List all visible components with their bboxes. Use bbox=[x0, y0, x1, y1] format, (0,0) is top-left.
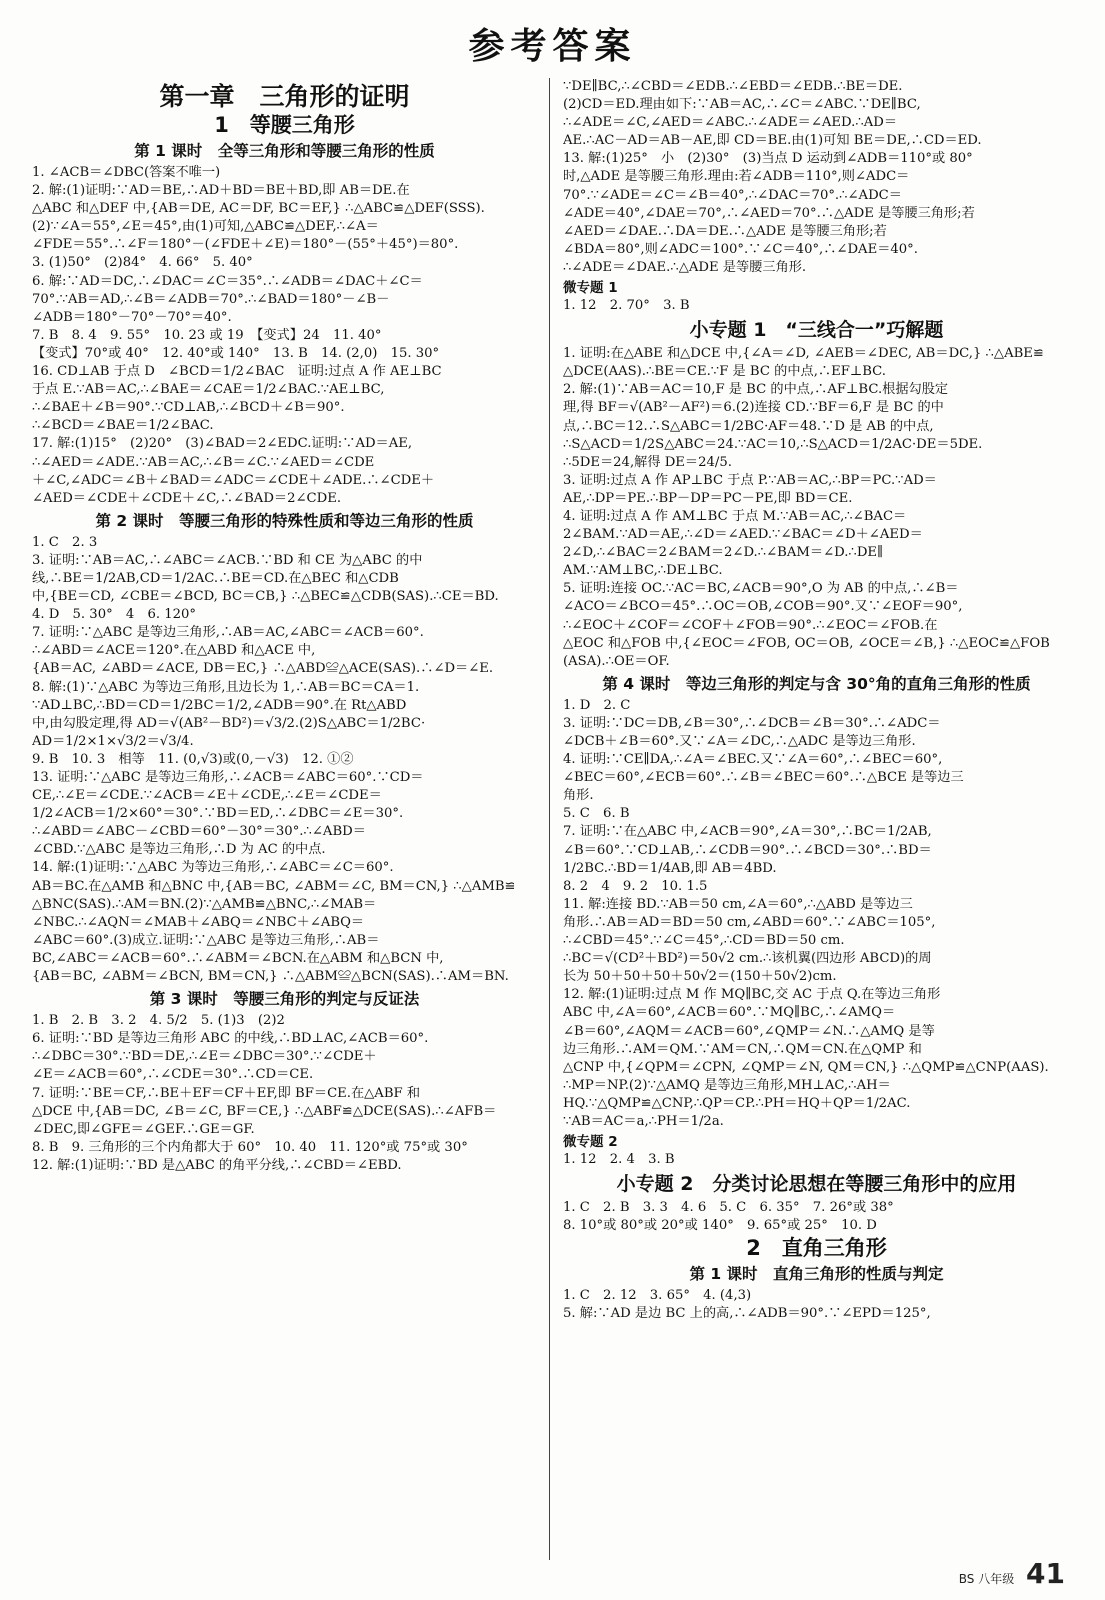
answer-line: 点,∴BC＝12.∴S△ABC＝1/2BC·AF＝48.∵D 是 AB 的中点, bbox=[563, 418, 934, 434]
answer-line: 6. 证明:∵BD 是等边三角形 ABC 的中线,∴BD⊥AC,∠ACB＝60°. bbox=[32, 1031, 429, 1047]
answer-line: 1. 12 2. 70° 3. B bbox=[563, 298, 690, 314]
answer-line: ∠CBD.∵△ABC 是等边三角形,∴D 为 AC 的中点. bbox=[32, 842, 326, 858]
answer-line: ∠B＝60°,∠AQM＝∠ACB＝60°,∠QMP＝∠N.∴△AMQ 是等 bbox=[563, 1023, 935, 1039]
answer-line: 16. CD⊥AB 于点 D ∠BCD＝1/2∠BAC 证明:过点 A 作 AE⊥BC bbox=[32, 364, 442, 380]
answer-line: ∵AB＝AC＝a,∴PH＝1/2a. bbox=[563, 1113, 724, 1129]
answer-line: 5. C 6. B bbox=[563, 806, 630, 822]
answer-line: {AB＝AC, ∠ABD＝∠ACE, DB＝EC,} ∴△ABD≌△ACE(SAS).∴∠D＝∠E. bbox=[32, 661, 494, 677]
answer-line: 11. 解:连接 BD.∵AB＝50 cm,∠A＝60°,∴△ABD 是等边三 bbox=[563, 896, 913, 912]
answer-line: 【变式】70°或 40° 12. 40°或 140° 13. B 14. (2,0) 15. 30° bbox=[32, 345, 440, 361]
answer-line: 2. 解:(1)证明:∵AD＝BE,∴AD＋BD＝BE＋BD,即 AB＝DE.在 bbox=[32, 183, 410, 199]
answer-line: CE,∴∠E＝∠CDE.∵∠ACB＝∠E＋∠CDE,∴∠E＝∠CDE＝ bbox=[32, 788, 382, 804]
answer-line: ∠ABC＝60°.(3)成立.证明:∵△ABC 是等边三角形,∴AB＝ bbox=[32, 932, 380, 948]
answer-line: ∠BEC＝60°,∠ECB＝60°.∴∠B＝∠BEC＝60°.∴△BCE 是等边三 bbox=[563, 770, 964, 786]
answer-line: 4. D 5. 30° 4 6. 120° bbox=[32, 607, 196, 623]
answer-line: 8. 解:(1)∵△ABC 为等边三角形,且边长为 1,∴AB＝BC＝CA＝1. bbox=[32, 679, 420, 695]
page-number: 41 bbox=[1026, 1557, 1065, 1590]
answer-line: ABC 中,∠A＝60°,∠ACB＝60°.∵MQ∥BC,∴∠AMQ＝ bbox=[563, 1005, 896, 1021]
answer-line: ∠AED＝∠DAE.∴DA＝DE.∴△ADE 是等腰三角形;若 bbox=[563, 223, 887, 239]
answer-line: 4. 证明:过点 A 作 AM⊥BC 于点 M.∵AB＝AC,∴∠BAC＝ bbox=[563, 508, 907, 524]
answer-line: 3. 证明:∵AB＝AC,∴∠ABC＝∠ACB.∵BD 和 CE 为△ABC 的中 bbox=[32, 552, 423, 568]
lesson-heading: 第 1 课时 直角三角形的性质与判定 bbox=[689, 1265, 944, 1284]
answer-line: △ABC 和△DEF 中,{AB＝DE, AC＝DF, BC＝EF,} ∴△ABC≌△DEF(SSS). bbox=[32, 201, 485, 217]
lesson-heading: 第 2 课时 等腰三角形的特殊性质和等边三角形的性质 bbox=[95, 511, 474, 530]
answer-line: 7. 证明:∵在△ABC 中,∠ACB＝90°,∠A＝30°,∴BC＝1/2AB, bbox=[563, 824, 932, 840]
column-divider bbox=[549, 78, 550, 1560]
answer-line: ∴∠DBC＝30°.∵BD＝DE,∴∠E＝∠DBC＝30°.∵∠CDE＋ bbox=[32, 1049, 377, 1065]
answer-line: 7. 证明:∵BE＝CF,∴BE＋EF＝CF＋EF,即 BF＝CE.在△ABF 和 bbox=[32, 1085, 421, 1101]
micro-topic-heading: 微专题 2 bbox=[563, 1134, 618, 1151]
answer-line: ∠NBC.∴∠AQN＝∠MAB＋∠ABQ＝∠NBC＋∠ABQ＝ bbox=[32, 914, 365, 930]
answer-line: 1. B 2. B 3. 2 4. 5/2 5. (1)3 (2)2 bbox=[32, 1013, 285, 1029]
answer-line: {AB＝BC, ∠ABM＝∠BCN, BM＝CN,} ∴△ABM≌△BCN(SAS).∴AM＝BN. bbox=[32, 969, 509, 985]
topic-heading: 小专题 2 分类讨论思想在等腰三角形中的应用 bbox=[616, 1173, 1017, 1196]
answer-line: 1. C 2. B 3. 3 4. 6 5. C 6. 35° 7. 26°或 38° bbox=[563, 1200, 894, 1216]
topic-heading: 小专题 1 “三线合一”巧解题 bbox=[689, 319, 944, 342]
answer-line: 1/2BC.∴BD＝1/4AB,即 AB＝4BD. bbox=[563, 860, 777, 876]
answer-line: 1. C 2. 12 3. 65° 4. (4,3) bbox=[563, 1288, 752, 1304]
answer-line: ∠ACO＝∠BCO＝45°.∴OC＝OB,∠COB＝90°.又∵∠EOF＝90°, bbox=[563, 599, 963, 615]
lesson-heading: 第 3 课时 等腰三角形的判定与反证法 bbox=[149, 990, 420, 1009]
page-title: 参考答案 bbox=[468, 26, 637, 67]
answer-line: (2)CD＝ED.理由如下:∵AB＝AC,∴∠C＝∠ABC.∵DE∥BC, bbox=[563, 97, 921, 113]
answer-line: (2)∵∠A＝55°,∠E＝45°,由(1)可知,△ABC≌△DEF,∴∠A＝ bbox=[32, 219, 379, 235]
answer-line: 12. 解:(1)证明:过点 M 作 MQ∥BC,交 AC 于点 Q.在等边三角形 bbox=[563, 987, 941, 1003]
answer-line: 13. 证明:∵△ABC 是等边三角形,∴∠ACB＝∠ABC＝60°.∵CD＝ bbox=[32, 770, 424, 785]
answer-line: 3. 证明:过点 A 作 AP⊥BC 于点 P.∵AB＝AC,∴BP＝PC.∵AD＝ bbox=[563, 472, 937, 488]
answer-line: ∠E＝∠ACB＝60°,∴∠CDE＝30°.∴CD＝CE. bbox=[32, 1067, 314, 1083]
answer-line: 8. 2 4 9. 2 10. 1.5 bbox=[563, 878, 708, 894]
section-heading: 2 直角三角形 bbox=[746, 1236, 887, 1261]
answer-line: 7. 证明:∵△ABC 是等边三角形,∴AB＝AC,∠ABC＝∠ACB＝60°. bbox=[32, 625, 424, 641]
footer-code: BS 八年级 bbox=[958, 1572, 1015, 1586]
answer-line: 5. 解:∵AD 是边 BC 上的高,∴∠ADB＝90°.∵∠EPD＝125°, bbox=[563, 1306, 931, 1322]
answer-line: 3. (1)50° (2)84° 4. 66° 5. 40° bbox=[32, 255, 253, 271]
answer-line: ∵DE∥BC,∴∠CBD＝∠EDB.∴∠EBD＝∠EDB.∴BE＝DE. bbox=[563, 79, 903, 94]
answer-line: ∴∠BAE＋∠B＝90°.∵CD⊥AB,∴∠BCD＋∠B＝90°. bbox=[32, 400, 345, 416]
answer-line: 70°.∵AB＝AD,∴∠B＝∠ADB＝70°.∴∠BAD＝180°－∠B－ bbox=[32, 291, 390, 307]
answer-line: ∴∠CBD＝45°.∵∠C＝45°,∴CD＝BD＝50 cm. bbox=[563, 933, 845, 949]
answer-line: 1. 12 2. 4 3. B bbox=[563, 1152, 675, 1168]
answer-line: 中,由勾股定理,得 AD＝√(AB²－BD²)＝√3/2.(2)S△ABC＝1/2BC· bbox=[32, 715, 426, 731]
answer-line: ∴∠BCD＝∠BAE＝1/2∠BAC. bbox=[32, 418, 214, 434]
answer-line: ∴BC＝√(CD²＋BD²)＝50√2 cm.∴该机翼(四边形 ABCD)的周 bbox=[563, 951, 932, 967]
answer-line: ∴5DE＝24,解得 DE＝24/5. bbox=[563, 454, 732, 470]
answer-line: △CNP 中,{∠QPM＝∠CPN, ∠QMP＝∠N, QM＝CN,} ∴△QMP≌△CNP(AAS). bbox=[563, 1059, 1049, 1075]
answer-line: 8. B 9. 三角形的三个内角都大于 60° 10. 40 11. 120°或 75°或 30° bbox=[32, 1139, 468, 1155]
left-column bbox=[32, 78, 537, 1560]
answer-line: (ASA).∴OE＝OF. bbox=[563, 653, 670, 669]
section-heading: 1 等腰三角形 bbox=[214, 113, 355, 137]
answer-line: 理,得 BF＝√(AB²－AF²)＝6.(2)连接 CD.∵BF＝6,F 是 BC 的中 bbox=[563, 400, 944, 416]
answer-line: ∴S△ACD＝1/2S△ABC＝24.∵AC＝10,∴S△ACD＝1/2AC·DE＝5DE. bbox=[563, 436, 983, 452]
answer-line: ∠AED＝∠CDE＋∠CDE＋∠C,∴∠BAD＝2∠CDE. bbox=[32, 490, 342, 506]
answer-line: ∴∠EOC＋∠COF＝∠COF＋∠FOB＝90°.∴∠EOC＝∠FOB.在 bbox=[563, 617, 938, 633]
answer-line: ∴MP＝NP.(2)∵△AMQ 是等边三角形,MH⊥AC,∴AH＝ bbox=[563, 1077, 891, 1093]
answer-line: ∴∠ABD＝∠ACE＝120°.在△ABD 和△ACE 中, bbox=[32, 643, 316, 659]
answer-line: 14. 解:(1)证明:∵△ABC 为等边三角形,∴∠ABC＝∠C＝60°. bbox=[32, 860, 394, 876]
answer-line: 17. 解:(1)15° (2)20° (3)∠BAD＝2∠EDC.证明:∵AD＝AE, bbox=[32, 436, 413, 452]
answer-line: 边三角形.∴AM＝QM.∵AM＝CN,∴QM＝CN.在△QMP 和 bbox=[563, 1041, 922, 1057]
answer-line: ∠ADE＝40°,∠DAE＝70°,∴∠AED＝70°.∴△ADE 是等腰三角形;若 bbox=[563, 205, 975, 221]
lesson-heading: 第 4 课时 等边三角形的判定与含 30°角的直角三角形的性质 bbox=[602, 674, 1031, 693]
answer-line: 1. C 2. 3 bbox=[32, 534, 98, 550]
answer-line: 2. 解:(1)∵AB＝AC＝10,F 是 BC 的中点,∴AF⊥BC.根据勾股定 bbox=[563, 382, 949, 398]
lesson-heading: 第 1 课时 全等三角形和等腰三角形的性质 bbox=[134, 142, 435, 160]
answer-line: 8. 10°或 80°或 20°或 140° 9. 65°或 25° 10. D bbox=[563, 1218, 877, 1234]
answer-line: AB＝BC.在△AMB 和△BNC 中,{AB＝BC, ∠ABM＝∠C, BM＝CN,} ∴△AMB≌ bbox=[32, 878, 516, 894]
answer-line: ∴∠AED＝∠ADE.∵AB＝AC,∴∠B＝∠C.∵∠AED＝∠CDE bbox=[32, 454, 375, 470]
answer-line: 4. 证明:∵CE∥DA,∴∠A＝∠BEC.又∵∠A＝60°,∴∠BEC＝60°, bbox=[563, 752, 943, 768]
answer-line: 角形. bbox=[563, 788, 594, 804]
answer-line: 12. 解:(1)证明:∵BD 是△ABC 的角平分线,∴∠CBD＝∠EBD. bbox=[32, 1157, 402, 1173]
answer-line: 6. 解:∵AD＝DC,∴∠DAC＝∠C＝35°.∴∠ADB＝∠DAC＋∠C＝ bbox=[32, 273, 423, 289]
chapter-heading: 第一章 三角形的证明 bbox=[159, 82, 410, 111]
answer-line: ∠ADB＝180°－70°－70°＝40°. bbox=[32, 309, 232, 325]
answer-line: ∠B＝60°.∵CD⊥AB,∴∠CDB＝90°.∴∠BCD＝30°.∴BD＝ bbox=[563, 842, 932, 858]
answer-line: 9. B 10. 3 相等 11. (0,√3)或(0,－√3) 12. ①② bbox=[32, 751, 354, 767]
answer-line: ∴∠ABD＝∠ABC－∠CBD＝60°－30°＝30°.∴∠ABD＝ bbox=[32, 824, 366, 840]
answer-line: 1. D 2. C bbox=[563, 697, 631, 713]
answer-line: 1/2∠ACB＝1/2×60°＝30°.∵BD＝ED,∴∠DBC＝∠E＝30°. bbox=[32, 806, 404, 822]
answer-line: ＋∠C,∠ADC＝∠B＋∠BAD＝∠ADC＝∠CDE＋∠ADE.∴∠CDE＋ bbox=[32, 472, 435, 488]
answer-line: 1. ∠ACB＝∠DBC(答案不唯一) bbox=[32, 165, 221, 180]
answer-line: △BNC(SAS).∴AM＝BN.(2)∵△AMB≌△BNC,∴∠MAB＝ bbox=[32, 896, 377, 912]
answer-line: 3. 证明:∵DC＝DB,∠B＝30°,∴∠DCB＝∠B＝30°.∴∠ADC＝ bbox=[563, 715, 941, 731]
answer-line: ∠FDE＝55°.∴∠F＝180°－(∠FDE＋∠E)＝180°－(55°＋45°)＝80°. bbox=[32, 237, 459, 253]
answer-line: 2∠BAM.∵AD＝AE,∴∠D＝∠AED.∵∠BAC＝∠D＋∠AED＝ bbox=[563, 527, 923, 543]
answer-line: ∠DEC,即∠GFE＝∠GEF.∴GE＝GF. bbox=[32, 1121, 255, 1137]
answer-line: 7. B 8. 4 9. 55° 10. 23 或 19 【变式】24 11. 40° bbox=[32, 327, 382, 343]
answer-line: 5. 证明:连接 OC.∵AC＝BC,∠ACB＝90°,O 为 AB 的中点,∴∠B＝ bbox=[563, 581, 959, 597]
answer-line: △EOC 和△FOB 中,{∠EOC＝∠FOB, OC＝OB, ∠OCE＝∠B,} ∴△EOC≌△FOB bbox=[563, 635, 1050, 651]
answer-line: 角形.∴AB＝AD＝BD＝50 cm,∠ABD＝60°.∵∠ABC＝105°, bbox=[563, 914, 936, 930]
answer-line: 线,∴BE＝1/2AB,CD＝1/2AC.∴BE＝CD.在△BEC 和△CDB bbox=[32, 570, 399, 586]
answer-line: ∴∠ADE＝∠C,∠AED＝∠ABC.∴∠ADE＝∠AED.∴AD＝ bbox=[563, 115, 898, 131]
answer-line: ∠DCB＋∠B＝60°.又∵∠A＝∠DC,∴△ADC 是等边三角形. bbox=[563, 734, 916, 749]
answer-line: BC,∠ABC＝∠ACB＝60°.∴∠ABM＝∠BCN.在△ABM 和△BCN 中, bbox=[32, 950, 444, 966]
answer-line: AE.∴AC－AD＝AB－AE,即 CD＝BE.由(1)可知 BE＝DE,∴CD＝ED. bbox=[563, 133, 982, 149]
answer-line: 70°.∵∠ADE＝∠C＝∠B＝40°,∴∠DAC＝70°.∴∠ADC＝ bbox=[563, 187, 902, 203]
answer-line: AM.∵AM⊥BC,∴DE⊥BC. bbox=[563, 563, 723, 579]
answer-line: 13. 解:(1)25° 小 (2)30° (3)当点 D 运动到∠ADB＝110°或 80° bbox=[563, 151, 973, 167]
answer-line: ∴∠ADE＝∠DAE.∴△ADE 是等腰三角形. bbox=[563, 259, 807, 275]
answer-line: 于点 E.∵AB＝AC,∴∠BAE＝∠CAE＝1/2∠BAC.∵AE⊥BC, bbox=[32, 382, 385, 398]
answer-line: AD＝1/2×1×√3/2＝√3/4. bbox=[32, 733, 194, 749]
answer-line: △DCE(AAS).∴BE＝CE.∵F 是 BC 的中点,∴EF⊥BC. bbox=[563, 364, 886, 380]
answer-line: HQ.∵△QMP≌△CNP,∴QP＝CP.∴PH＝HQ＋QP＝1/2AC. bbox=[563, 1095, 911, 1111]
answer-line: 2∠D,∴∠BAC＝2∠BAM＝2∠D.∴∠BAM＝∠D.∴DE∥ bbox=[563, 545, 884, 561]
answer-line: 长为 50＋50＋50＋50√2＝(150＋50√2)cm. bbox=[563, 969, 837, 985]
micro-topic-heading: 微专题 1 bbox=[563, 280, 618, 297]
answer-line: ∵AD⊥BC,∴BD＝CD＝1/2BC＝1/2,∠ADB＝90°.在 Rt△ABD bbox=[32, 697, 407, 713]
answer-line: △DCE 中,{AB＝DC, ∠B＝∠C, BF＝CE,} ∴△ABF≌△DCE(SAS).∴∠AFB＝ bbox=[32, 1103, 497, 1119]
answer-line: AE,∴DP＝PE.∴BP－DP＝PC－PE,即 BD＝CE. bbox=[563, 490, 853, 506]
page-footer bbox=[959, 1557, 1065, 1590]
right-column bbox=[563, 78, 1070, 1560]
answer-line: 1. 证明:在△ABE 和△DCE 中,{∠A＝∠D, ∠AEB＝∠DEC, AB＝DC,} ∴△ABE≌ bbox=[563, 346, 1044, 362]
answer-line: ∠BDA＝80°,则∠ADC＝100°.∵∠C＝40°,∴∠DAE＝40°. bbox=[563, 241, 918, 257]
answer-line: 中,{BE＝CD, ∠CBE＝∠BCD, BC＝CB,} ∴△BEC≌△CDB(SAS).∴CE＝BD. bbox=[32, 589, 499, 605]
answer-line: 时,△ADE 是等腰三角形.理由:若∠ADB＝110°,则∠ADC＝ bbox=[563, 169, 910, 185]
